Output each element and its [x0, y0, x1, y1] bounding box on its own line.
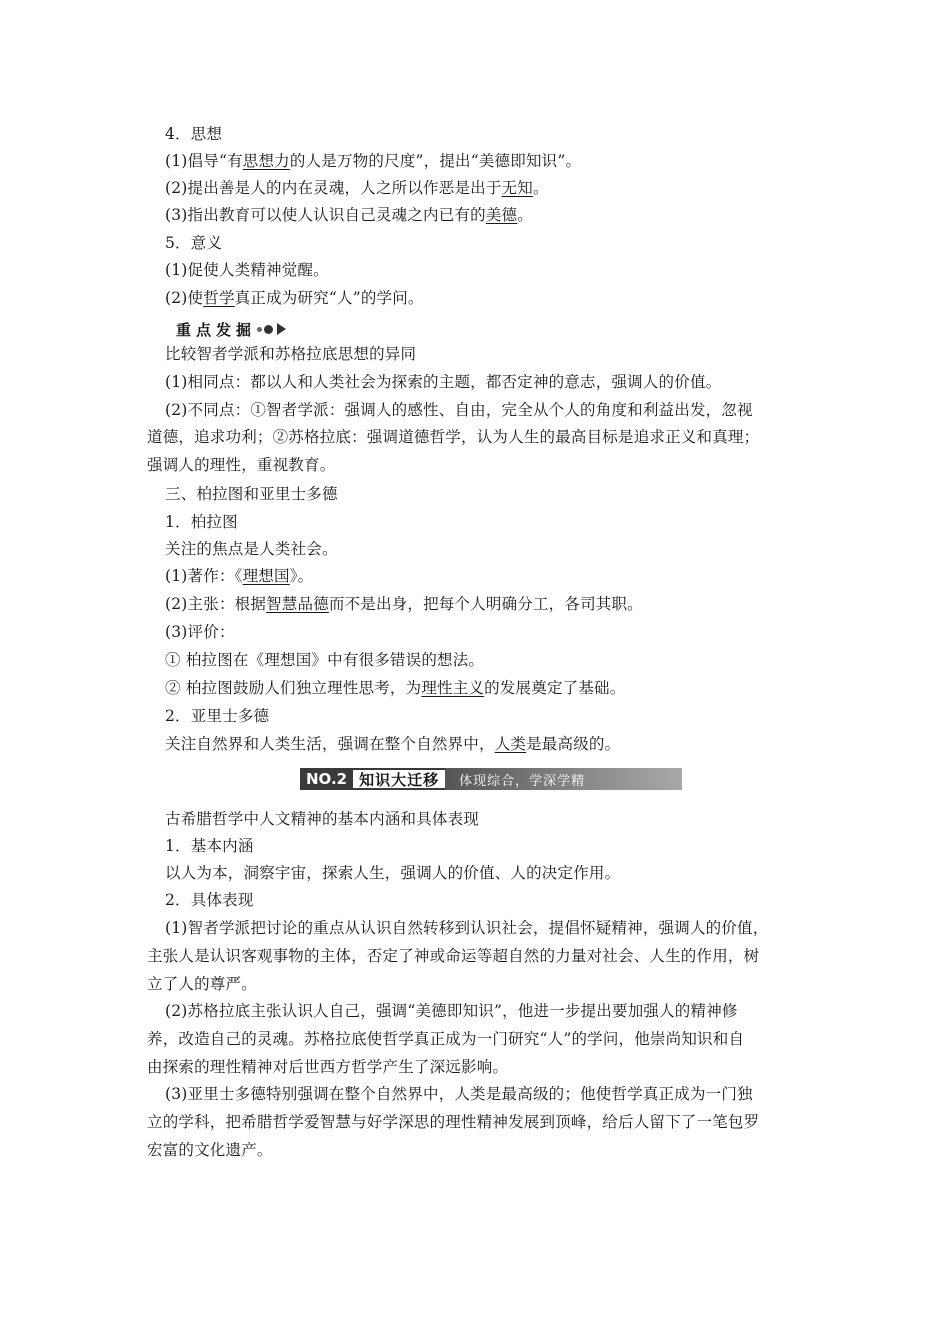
section-5-heading: 5．意义 — [165, 234, 223, 252]
text: (2)提出善是人的内在灵魂，人之所以作恶是出于 — [165, 179, 502, 197]
plato-works — [165, 566, 313, 586]
plato-eval-1: ① 柏拉图在《理想国》中有很多错误的想法。 — [165, 651, 485, 669]
text: 。 — [517, 206, 533, 224]
key-points-badge — [176, 318, 286, 340]
section-4-item-3 — [165, 205, 533, 225]
blank-answer: 理性主义 — [421, 679, 485, 697]
blank-answer: 理想国 — [242, 567, 290, 585]
blank-answer: 人类 — [494, 735, 527, 753]
compare-diff-line-3: 强调人的理性，重视教育。 — [147, 456, 336, 474]
badge-char: 点 — [196, 320, 214, 339]
plato-focus: 关注的焦点是人类社会。 — [165, 540, 338, 558]
summary-h2: 2．具体表现 — [165, 891, 254, 909]
plato-heading: 1．柏拉图 — [165, 513, 238, 531]
text: 的人是万物的尺度”，提出“美德即知识”。 — [289, 152, 582, 170]
summary-p3-line-3: 由探索的理性精神对后世西方哲学产生了深远影响。 — [147, 1058, 509, 1076]
summary-p3-line-2: 养，改造自己的灵魂。苏格拉底使哲学真正成为一门研究“人”的学问，他崇尚知识和自 — [147, 1030, 745, 1048]
badge-char: 掘 — [236, 320, 254, 339]
summary-p2-line-1: (1)智者学派把讨论的重点从认识自然转移到认识社会，提倡怀疑精神，强调人的价值， — [165, 919, 769, 937]
banner-subtitle: 体现综合，学深学精 — [445, 768, 682, 790]
section-5-item-1: (1)促使人类精神觉醒。 — [165, 261, 329, 279]
section-5-item-2 — [165, 288, 424, 308]
section-3-heading: 三、柏拉图和亚里士多德 — [165, 485, 338, 503]
section-4-item-2 — [165, 178, 549, 198]
text: 的发展奠定了基础。 — [484, 679, 626, 697]
text: (1)著作：《 — [165, 567, 243, 585]
blank-answer: 思想力 — [242, 152, 290, 170]
summary-h1: 1．基本内涵 — [165, 837, 254, 855]
text: 》。 — [289, 567, 314, 585]
compare-diff-line-1: (2)不同点：①智者学派：强调人的感性、自由，完全从个人的角度和利益出发，忽视 — [165, 401, 753, 419]
text: (2)使 — [165, 289, 204, 307]
text: 是最高级的。 — [526, 735, 621, 753]
summary-p4-line-3: 宏富的文化遗产。 — [147, 1141, 273, 1159]
summary-title: 古希腊哲学中人文精神的基本内涵和具体表现 — [165, 810, 480, 828]
compare-diff-line-2: 道德，追求功利；②苏格拉底：强调道德哲学，认为人生的最高目标是追求正义和真理； — [147, 428, 760, 446]
compare-title: 比较智者学派和苏格拉底思想的异同 — [165, 345, 417, 363]
summary-p1: 以人为本，洞察宇宙，探索人生，强调人的价值、人的决定作用。 — [165, 864, 621, 882]
badge-char: 发 — [216, 320, 234, 339]
compare-same: (1)相同点：都以人和人类社会为探索的主题，都否定神的意志，强调人的价值。 — [165, 373, 722, 391]
summary-p2-line-2: 主张人是认识客观事物的主体，否定了神或命运等超自然的力量对社会、人生的作用，树 — [147, 947, 760, 965]
plato-eval: (3)评价： — [165, 623, 235, 641]
banner-title: 知识大迁移 — [353, 768, 445, 790]
plato-eval-2 — [165, 678, 625, 698]
banner-number: NO.2 — [300, 768, 353, 790]
blank-answer: 哲学 — [203, 289, 235, 307]
blank-answer: 美德 — [485, 206, 518, 224]
blank-answer: 无知 — [501, 179, 533, 197]
summary-p3-line-1: (2)苏格拉底主张认识人自己，强调“美德即知识”，他进一步提出要加强人的精神修 — [165, 1002, 738, 1020]
section-banner — [300, 768, 682, 790]
blank-answer: 智慧品德 — [266, 595, 329, 613]
text: 而不是出身，把每个人明确分工，各司其职。 — [328, 595, 643, 613]
text: (2)主张：根据 — [165, 595, 267, 613]
text: 真正成为研究“人”的学问。 — [234, 289, 424, 307]
summary-p2-line-3: 立了人的尊严。 — [147, 975, 257, 993]
summary-p4-line-1: (3)亚里士多德特别强调在整个自然界中，人类是最高级的；他使哲学真正成为一门独 — [165, 1085, 753, 1103]
summary-p4-line-2: 立的学科，把希腊哲学爱智慧与好学深思的理性精神发展到顶峰，给后人留下了一笔包罗 — [147, 1113, 760, 1131]
arrow-dots-icon — [257, 323, 286, 335]
plato-claim — [165, 594, 643, 614]
section-4-heading: 4．思想 — [165, 125, 223, 143]
text: ② 柏拉图鼓励人们独立理性思考，为 — [165, 679, 422, 697]
text: (3)指出教育可以使人认识自己灵魂之内已有的 — [165, 206, 486, 224]
aristotle-text — [165, 734, 620, 754]
text: 。 — [532, 179, 549, 197]
aristotle-heading: 2．亚里士多德 — [165, 707, 270, 725]
badge-char: 重 — [176, 320, 194, 339]
section-4-item-1 — [165, 151, 581, 171]
text: (1)倡导“有 — [165, 152, 243, 170]
text: 关注自然界和人类生活，强调在整个自然界中， — [165, 735, 495, 753]
